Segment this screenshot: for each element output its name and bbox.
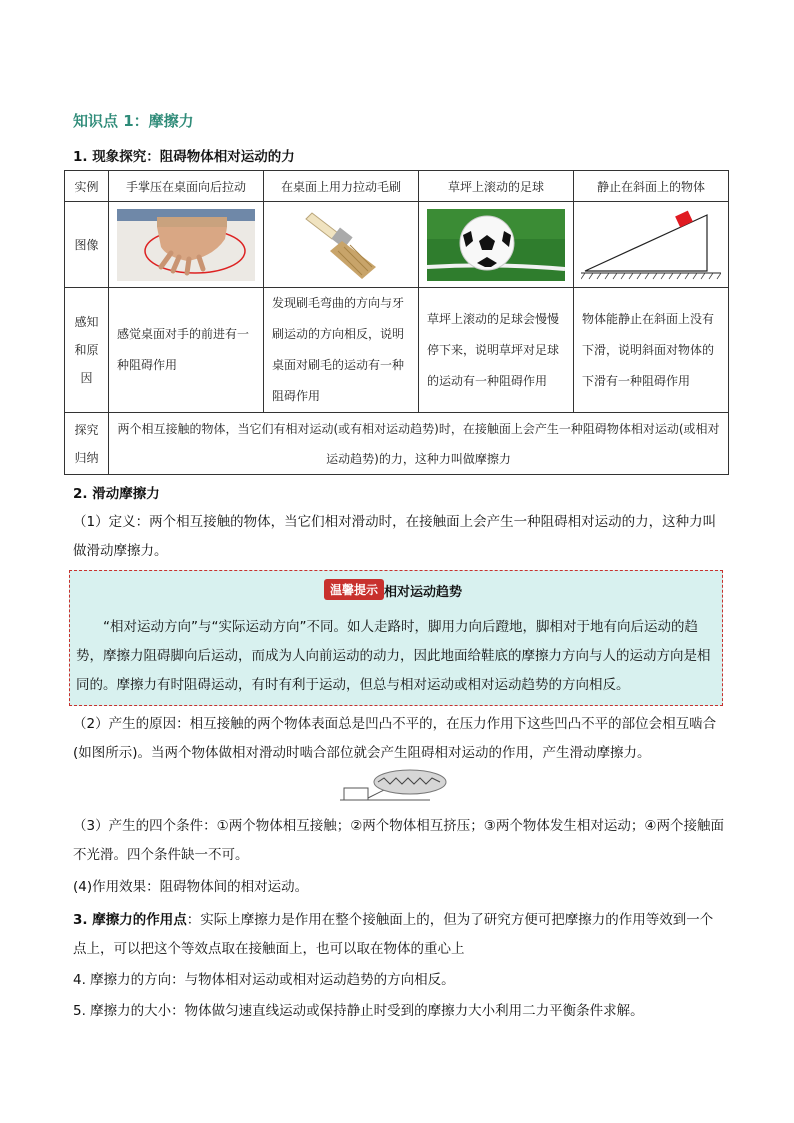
incline-image — [578, 207, 724, 283]
image-cell — [264, 202, 419, 288]
definition-paragraph: （1）定义：两个相互接触的物体，当它们相对滑动时，在接触面上会产生一种阻碍相对运动的力，这种力叫做滑动摩擦力。 — [73, 514, 717, 559]
table-header-cell: 手掌压在桌面向后拉动 — [109, 171, 264, 202]
table-cell: 感觉桌面对手的前进有一种阻碍作用 — [109, 288, 264, 413]
point-of-action-text: ：实际上摩擦力是作用在整个接触面上的，但为了研究方便可把摩擦力的作用等效到一个点上，可以把这个等效点取在接触面上，也可以取在物体的重心上 — [73, 912, 714, 957]
table-header-cell: 草坪上滚动的足球 — [419, 171, 574, 202]
tip-box — [69, 570, 723, 706]
experiment-table — [64, 170, 729, 475]
image-cell — [109, 202, 264, 288]
subsection-1-title: 1. 现象探究：阻碍物体相对运动的力 — [73, 149, 295, 165]
row-label: 图像 — [65, 202, 109, 288]
subsection-2-title: 2. 滑动摩擦力 — [73, 486, 160, 502]
row-label: 探究归纳 — [65, 413, 109, 475]
tip-title: 相对运动趋势 — [384, 585, 463, 600]
table-cell: 发现刷毛弯曲的方向与牙刷运动的方向相反，说明桌面对刷毛的运动有一种阻碍作用 — [264, 288, 419, 413]
table-reason-row — [65, 288, 729, 413]
point-of-action-title: 3. 摩擦力的作用点 — [73, 912, 187, 928]
table-summary-cell: 两个相互接触的物体，当它们有相对运动(或有相对运动趋势)时，在接触面上会产生一种阻碍物体相对运动(或相对运动趋势)的力，这种力叫做摩擦力 — [109, 413, 729, 475]
effect-paragraph: (4)作用效果：阻碍物体间的相对运动。 — [73, 879, 309, 895]
image-cell — [419, 202, 574, 288]
point-of-action-paragraph — [73, 906, 725, 964]
tip-badge: 温馨提示 — [324, 579, 384, 600]
table-header-cell: 实例 — [65, 171, 109, 202]
hand-on-table-image — [113, 207, 259, 283]
brush-image — [268, 207, 414, 283]
image-cell — [574, 202, 729, 288]
football-image — [423, 207, 569, 283]
cause-paragraph: （2）产生的原因：相互接触的两个物体表面总是凹凸不平的，在压力作用下这些凹凸不平的部位会相互啮合(如图所示)。当两个物体做相对滑动时啮合部位就会产生阻碍相对运动的作用，产生滑动摩擦力。 — [73, 716, 717, 761]
conditions-paragraph: （3）产生的四个条件：①两个物体相互接触；②两个物体相互挤压；③两个物体发生相对运动；④两个接触面不光滑。四个条件缺一不可。 — [73, 818, 724, 863]
table-summary-row — [65, 413, 729, 475]
table-header-row — [65, 171, 729, 202]
table-header-cell: 静止在斜面上的物体 — [574, 171, 729, 202]
table-cell: 草坪上滚动的足球会慢慢停下来，说明草坪对足球的运动有一种阻碍作用 — [419, 288, 574, 413]
magnitude-paragraph: 5. 摩擦力的大小：物体做匀速直线运动或保持静止时受到的摩擦力大小利用二力平衡条件求解。 — [73, 1003, 644, 1019]
direction-paragraph: 4. 摩擦力的方向：与物体相对运动或相对运动趋势的方向相反。 — [73, 972, 455, 988]
surface-contact-diagram — [340, 768, 450, 808]
tip-text: “相对运动方向”与“实际运动方向”不同。如人走路时，脚用力向后蹬地，脚相对于地有向后运动的趋势，摩擦力阻碍脚向后运动，而成为人向前运动的动力，因此地面给鞋底的摩擦力方向与人的运动方向是相同的。摩擦力有时阻碍运动，有时有利于运动，但总与相对运动或相对运动趋势的方向相反。 — [76, 619, 711, 693]
table-cell: 物体能静止在斜面上没有下滑，说明斜面对物体的下滑有一种阻碍作用 — [574, 288, 729, 413]
row-label: 感知和原因 — [65, 288, 109, 413]
section-heading: 知识点 1：摩擦力 — [73, 112, 194, 130]
table-image-row — [65, 202, 729, 288]
table-header-cell: 在桌面上用力拉动毛刷 — [264, 171, 419, 202]
